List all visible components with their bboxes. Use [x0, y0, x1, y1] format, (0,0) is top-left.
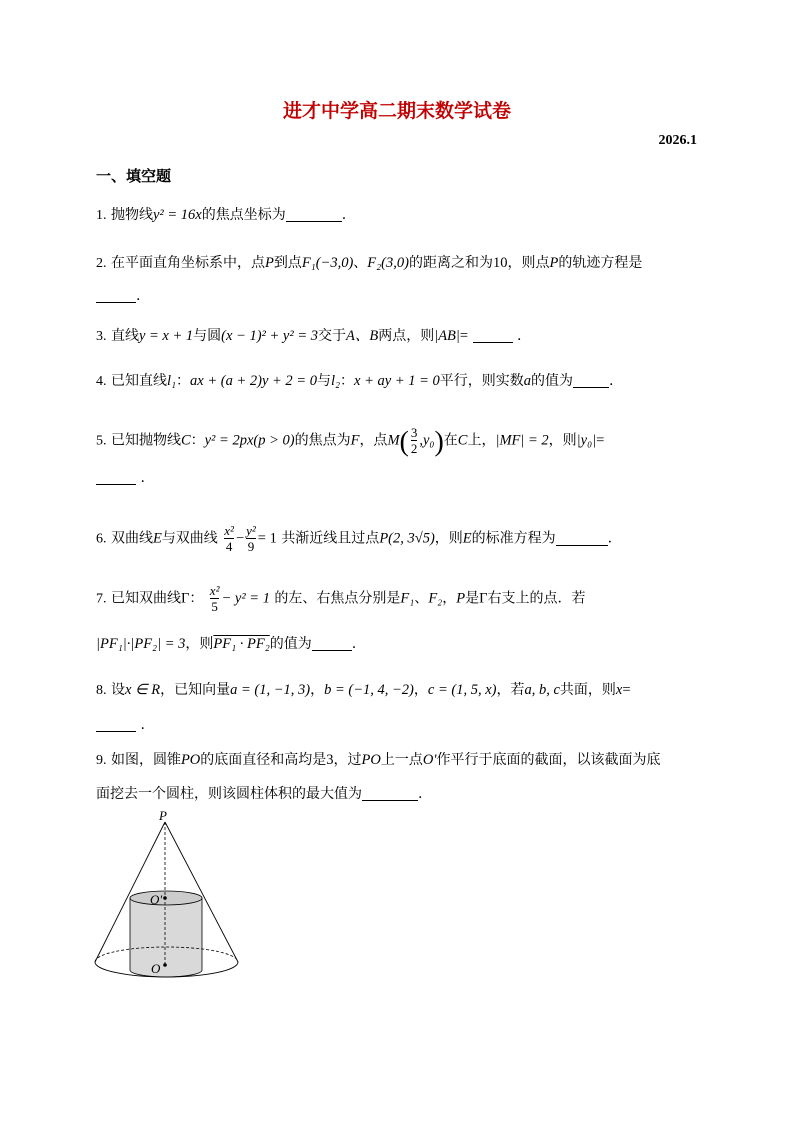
q1-equation: y² = 16x	[152, 207, 202, 223]
page-title: 进才中学高二期末数学试卷	[282, 100, 511, 122]
label-O-prime: O′	[150, 892, 163, 907]
answer-blank[interactable]	[96, 470, 136, 485]
answer-blank[interactable]	[556, 531, 608, 546]
question-9: 9. 如图，圆锥PO的底面直径和高均是3，过PO上一点O′作平行于底面的截面，以该截面为底	[96, 752, 661, 768]
fraction: $\frac{\text{y²}}{9}$	[246, 523, 256, 554]
question-5-cont: .	[96, 468, 700, 489]
label-P: P	[159, 810, 167, 823]
fraction: $\frac{\text{x²}}{5}$	[209, 583, 220, 614]
question-2: 2. 在平面直角坐标系中，点P到点F₁(−3,0)、F₂(3,0)的距离之和为10，则点P的轨迹方程是	[96, 255, 643, 271]
cone-cylinder-figure	[90, 810, 250, 985]
question-2-cont: .	[96, 286, 700, 307]
fraction: $\frac{\text{x²}}{4}$	[224, 523, 234, 554]
answer-blank[interactable]	[96, 717, 136, 732]
question-3: 3. 直线y = x + 1与圆(x − 1)² + y² = 3交于A、B两点，则|AB|= .	[96, 328, 522, 344]
question-7-cont: |PF₁|·|PF₂| = 3，则PF₁ · PF₂的值为 .	[96, 636, 357, 652]
answer-blank[interactable]	[362, 786, 418, 801]
question-6: 6. 双曲线E与双曲线 $\frac{\text{x²}}{4}$ − $\frac{\text{y²}}{9}$ = 1 共渐近线且过点P(2, 3√5)，则E的标准方程为 .	[96, 523, 613, 554]
answer-blank[interactable]	[96, 288, 136, 303]
answer-blank[interactable]	[573, 373, 609, 388]
question-1: 1. 抛物线y² = 16x的焦点坐标为 .	[96, 207, 347, 223]
answer-blank[interactable]	[286, 207, 342, 222]
question-5: 5. 已知抛物线C：y² = 2px(p > 0)的焦点为F，点M( $\frac{3}{2}$ ,y₀)在C上，|MF| = 2，则|y₀|=	[96, 425, 605, 458]
answer-blank[interactable]	[473, 328, 513, 343]
question-8-cont: .	[96, 715, 700, 736]
question-8: 8. 设x ∈ R，已知向量a = (1, −1, 3)，b = (−1, 4, −2)，c = (1, 5, x)，若a, b, c共面，则x=	[96, 682, 631, 698]
question-9-cont: 面挖去一个圆柱，则该圆柱体积的最大值为 .	[96, 786, 423, 802]
exam-date: 2026.1	[658, 133, 697, 148]
answer-blank[interactable]	[312, 636, 352, 651]
fraction: $\frac{3}{2}$	[410, 425, 418, 456]
question-7: 7. 已知双曲线Γ： $\frac{\text{x²}}{5}$ − y² = 1 的左、右焦点分别是F₁、F₂，P是Γ右支上的点．若	[96, 583, 586, 614]
cylinder-body	[130, 898, 202, 970]
question-4: 4. 已知直线l₁：ax + (a + 2)y + 2 = 0与l₂：x + ay + 1 = 0平行，则实数a的值为 .	[96, 373, 614, 389]
label-O: O	[151, 961, 161, 976]
section-heading: 一、填空题	[96, 167, 172, 185]
